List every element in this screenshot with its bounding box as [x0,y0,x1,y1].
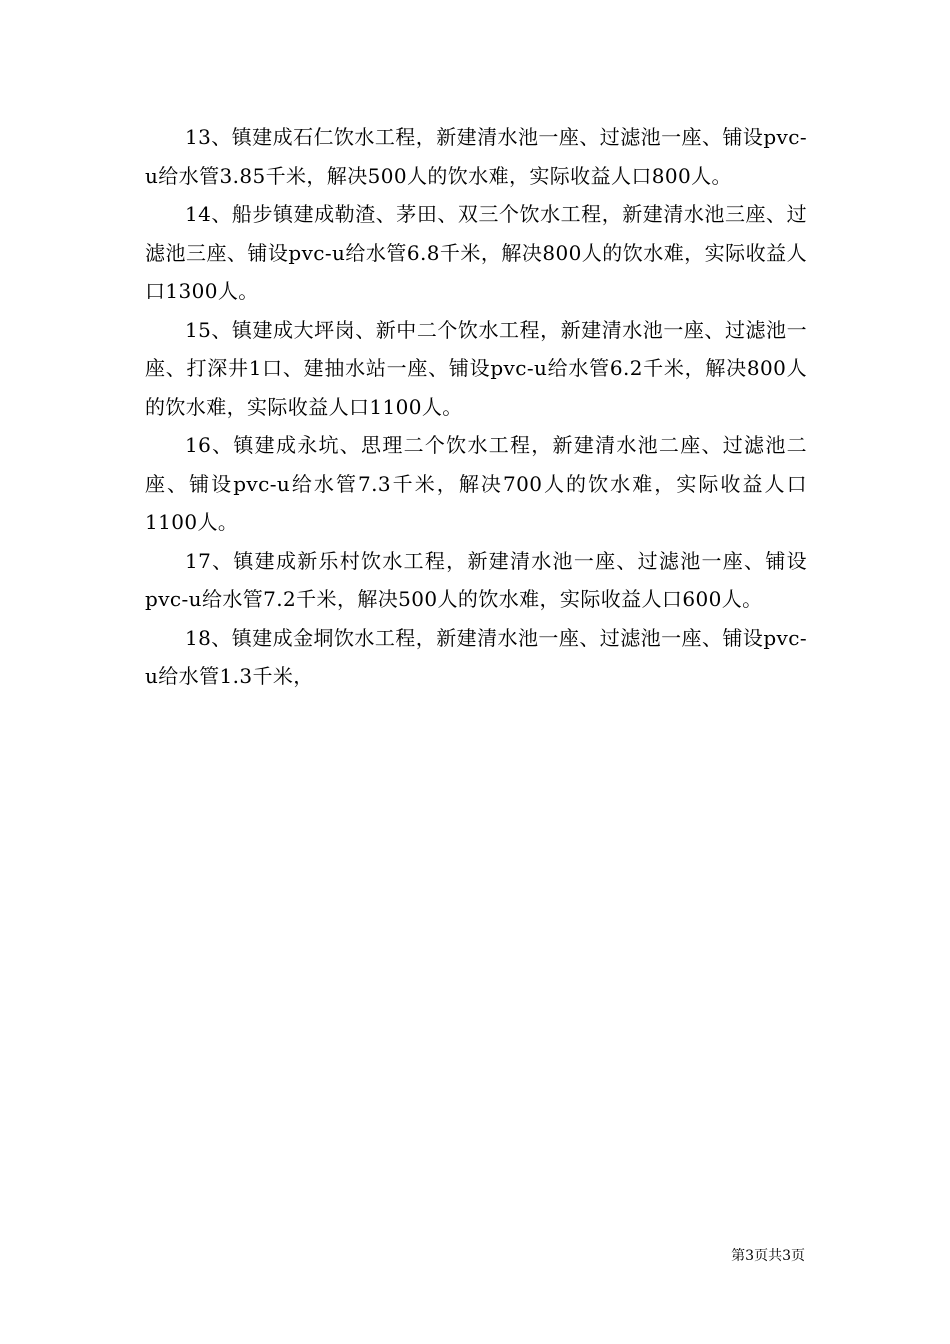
paragraph-16: 16、镇建成永坑、思理二个饮水工程，新建清水池二座、过滤池二座、铺设pvc-u给水管7.3千米，解决700人的饮水难，实际收益人口1100人。 [145,433,807,534]
paragraph-15: 15、镇建成大坪岗、新中二个饮水工程，新建清水池一座、过滤池一座、打深井1口、建抽水站一座、铺设pvc-u给水管6.2千米，解决800人的饮水难，实际收益人口1100人。 [145,317,807,419]
paragraph-17: 17、镇建成新乐村饮水工程，新建清水池一座、过滤池一座、铺设pvc-u给水管7.2千米，解决500人的饮水难，实际收益人口600人。 [145,548,807,611]
paragraph-14: 14、船步镇建成勒渣、茅田、双三个饮水工程，新建清水池三座、过滤池三座、铺设pvc-u给水管6.8千米，解决800人的饮水难，实际收益人口1300人。 [145,202,807,303]
page-number-footer: 第3页共3页 [731,1248,805,1264]
document-body [145,118,807,696]
paragraph-13: 13、镇建成石仁饮水工程，新建清水池一座、过滤池一座、铺设pvc-u给水管3.85千米，解决500人的饮水难，实际收益人口800人。 [145,125,807,188]
paragraph-18: 18、镇建成金垌饮水工程，新建清水池一座、过滤池一座、铺设pvc-u给水管1.3千米， [145,625,807,688]
